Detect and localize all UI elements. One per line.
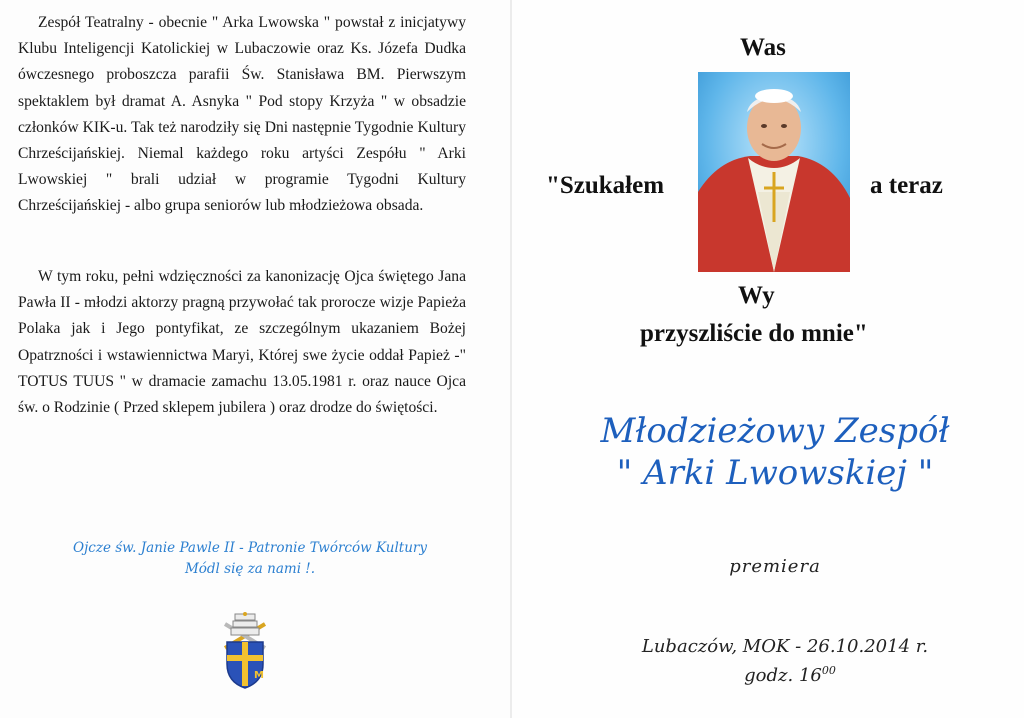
quote-przyszliscie: przyszliście do mnie" [640, 320, 868, 347]
papal-coat-of-arms-icon [215, 612, 275, 690]
svg-text:M: M [254, 670, 264, 681]
quote-a-teraz: a teraz [870, 172, 943, 199]
quote-wy: Wy [738, 282, 775, 309]
quote-was: Was [740, 34, 786, 61]
patron-motto [40, 538, 460, 580]
canonization-paragraph: W tym roku, pełni wdzięczności za kanonizację Ojca świętego Jana Pawła II - młodzi aktorzy pragną przywołać tak prorocze wizje Papieża Polaka jak i Jego pontyfikat, ze szczególnym ukazaniem Bożej Opatrzności i wstawiennictwa Maryi, Której swe życie oddał Papież -" TOTUS TUUS " w dramacie zamachu 13.05.1981 r. oraz nauce Ojca św. o Rodzinie ( Przed sklepem jubilera ) oraz drodze do świętości. [18, 268, 466, 417]
show-time [640, 664, 940, 686]
ensemble-title-line-1: Młodzieżowy Zespół [600, 411, 950, 451]
motto-line-2: Módl się za nami !. [184, 561, 316, 577]
history-paragraph: Zespół Teatralny - obecnie " Arka Lwowska " powstał z inicjatywy Klubu Inteligencji Katolickiej w Lubaczowie oraz Ks. Józefa Dudka ówczesnego proboszcza parafii Św. Stanisława BM. Pierwszym spektaklem był dramat A. Asnyka " Pod stopy Krzyża " w obsadzie członków KIK-u. Tak też narodziły się Dni następnie Tygodnie Kultury Chrześcijańskiej. Niemal każdego roku artyści Zespółu " Arki Lwowskiej " brali udział w programie Tygodni Kultury Chrześcijańskiej - albo grupa seniorów lub młodzieżowa obsada. [18, 14, 466, 215]
motto-line-1: Ojcze św. Janie Pawle II - Patronie Twórców Kultury [73, 540, 427, 556]
ensemble-title-line-2: " Arki Lwowskiej " [616, 453, 934, 493]
premiere-label: premiera [729, 556, 821, 577]
place-date: Lubaczów, MOK - 26.10.2014 r. [641, 636, 929, 657]
time-minutes: 00 [821, 664, 836, 677]
time-label: godz. 16 [744, 665, 822, 686]
quote-szukalem: "Szukałem [546, 172, 665, 199]
pope-portrait [698, 72, 850, 272]
